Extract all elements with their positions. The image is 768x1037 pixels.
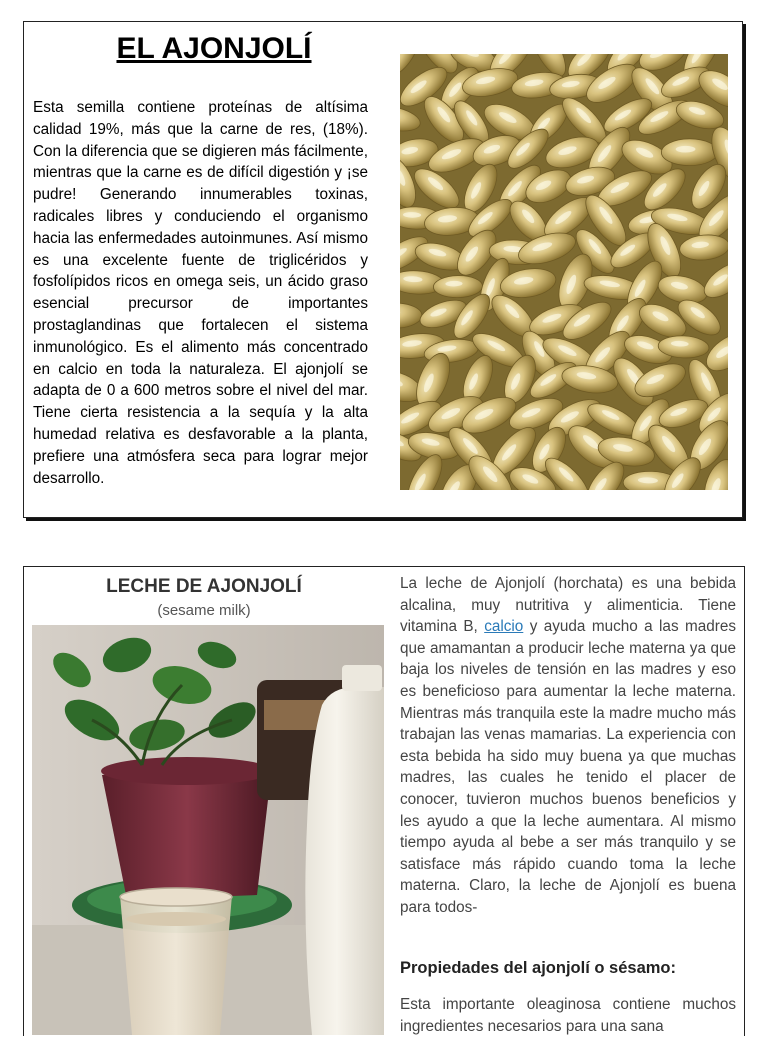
properties-description: Esta importante oleaginosa contiene muchos ingredientes necesarios para una sana bbox=[400, 994, 736, 1037]
sesame-seeds-illustration bbox=[400, 54, 728, 490]
sesame-seeds-photo bbox=[400, 54, 728, 490]
milk-description-end: y ayuda mucho a las madres que amamantan a producir leche materna ya que baja los niveles de tensión en las madres y eso es beneficioso para aumentar la leche materna. Mientras más tranquila este la madre mucho más trabajan las venas mamarias. La experiencia con esta bebida ha sido muy buena ya que muchas madres, las cuales he tenido el placer de conocer, tuvieron muchos buenos beneficios y les ayudo a que la leche aumentara. Al mismo tiempo ayuda al bebe a ser más tranquilo y se satisface más rápido cuando toma la leche materna. Claro, la leche de Ajonjolí es buena para todos- bbox=[400, 618, 736, 916]
page-title: EL AJONJOLÍ bbox=[24, 32, 404, 66]
calcio-link[interactable]: calcio bbox=[484, 618, 523, 635]
sesame-info-box bbox=[23, 21, 743, 518]
milk-description bbox=[400, 573, 736, 919]
milk-section-subtitle: (sesame milk) bbox=[24, 602, 384, 619]
sesame-milk-box bbox=[23, 566, 745, 1036]
sesame-description: Esta semilla contiene proteínas de altísima calidad 19%, más que la carne de res, (18%). Con la diferencia que se digieren más fácilmente, mientras que la carne es de difícil digestión y ¡se pudre! Generando innumerables toxinas, radicales libres y conduciendo el organismo hacia las enfermedades autoinmunes. Así mismo es una excelente fuente de triglicéridos y fosfolípidos ricos en omega seis, un ácido graso esencial precursor de importantes prostaglandinas que fortalecen el sistema inmunológico. Es el alimento más concentrado en calcio en toda la naturaleza. El ajonjolí se adapta de 0 a 600 metros sobre el nivel del mar. Tiene cierta resistencia a la sequía y la alta humedad relativa es desfavorable a la planta, prefiere una atmósfera seca para lograr mejor desarrollo. bbox=[33, 97, 368, 489]
sesame-milk-photo bbox=[32, 625, 384, 1035]
milk-description-start: La leche de Ajonjolí (horchata) es una bebida alcalina, muy nutritiva y alimenticia. Tiene vitamina B, bbox=[400, 575, 736, 635]
properties-heading: Propiedades del ajonjolí o sésamo: bbox=[400, 959, 676, 978]
milk-section-title: LECHE DE AJONJOLÍ bbox=[24, 576, 384, 598]
sesame-milk-illustration bbox=[32, 625, 384, 1035]
